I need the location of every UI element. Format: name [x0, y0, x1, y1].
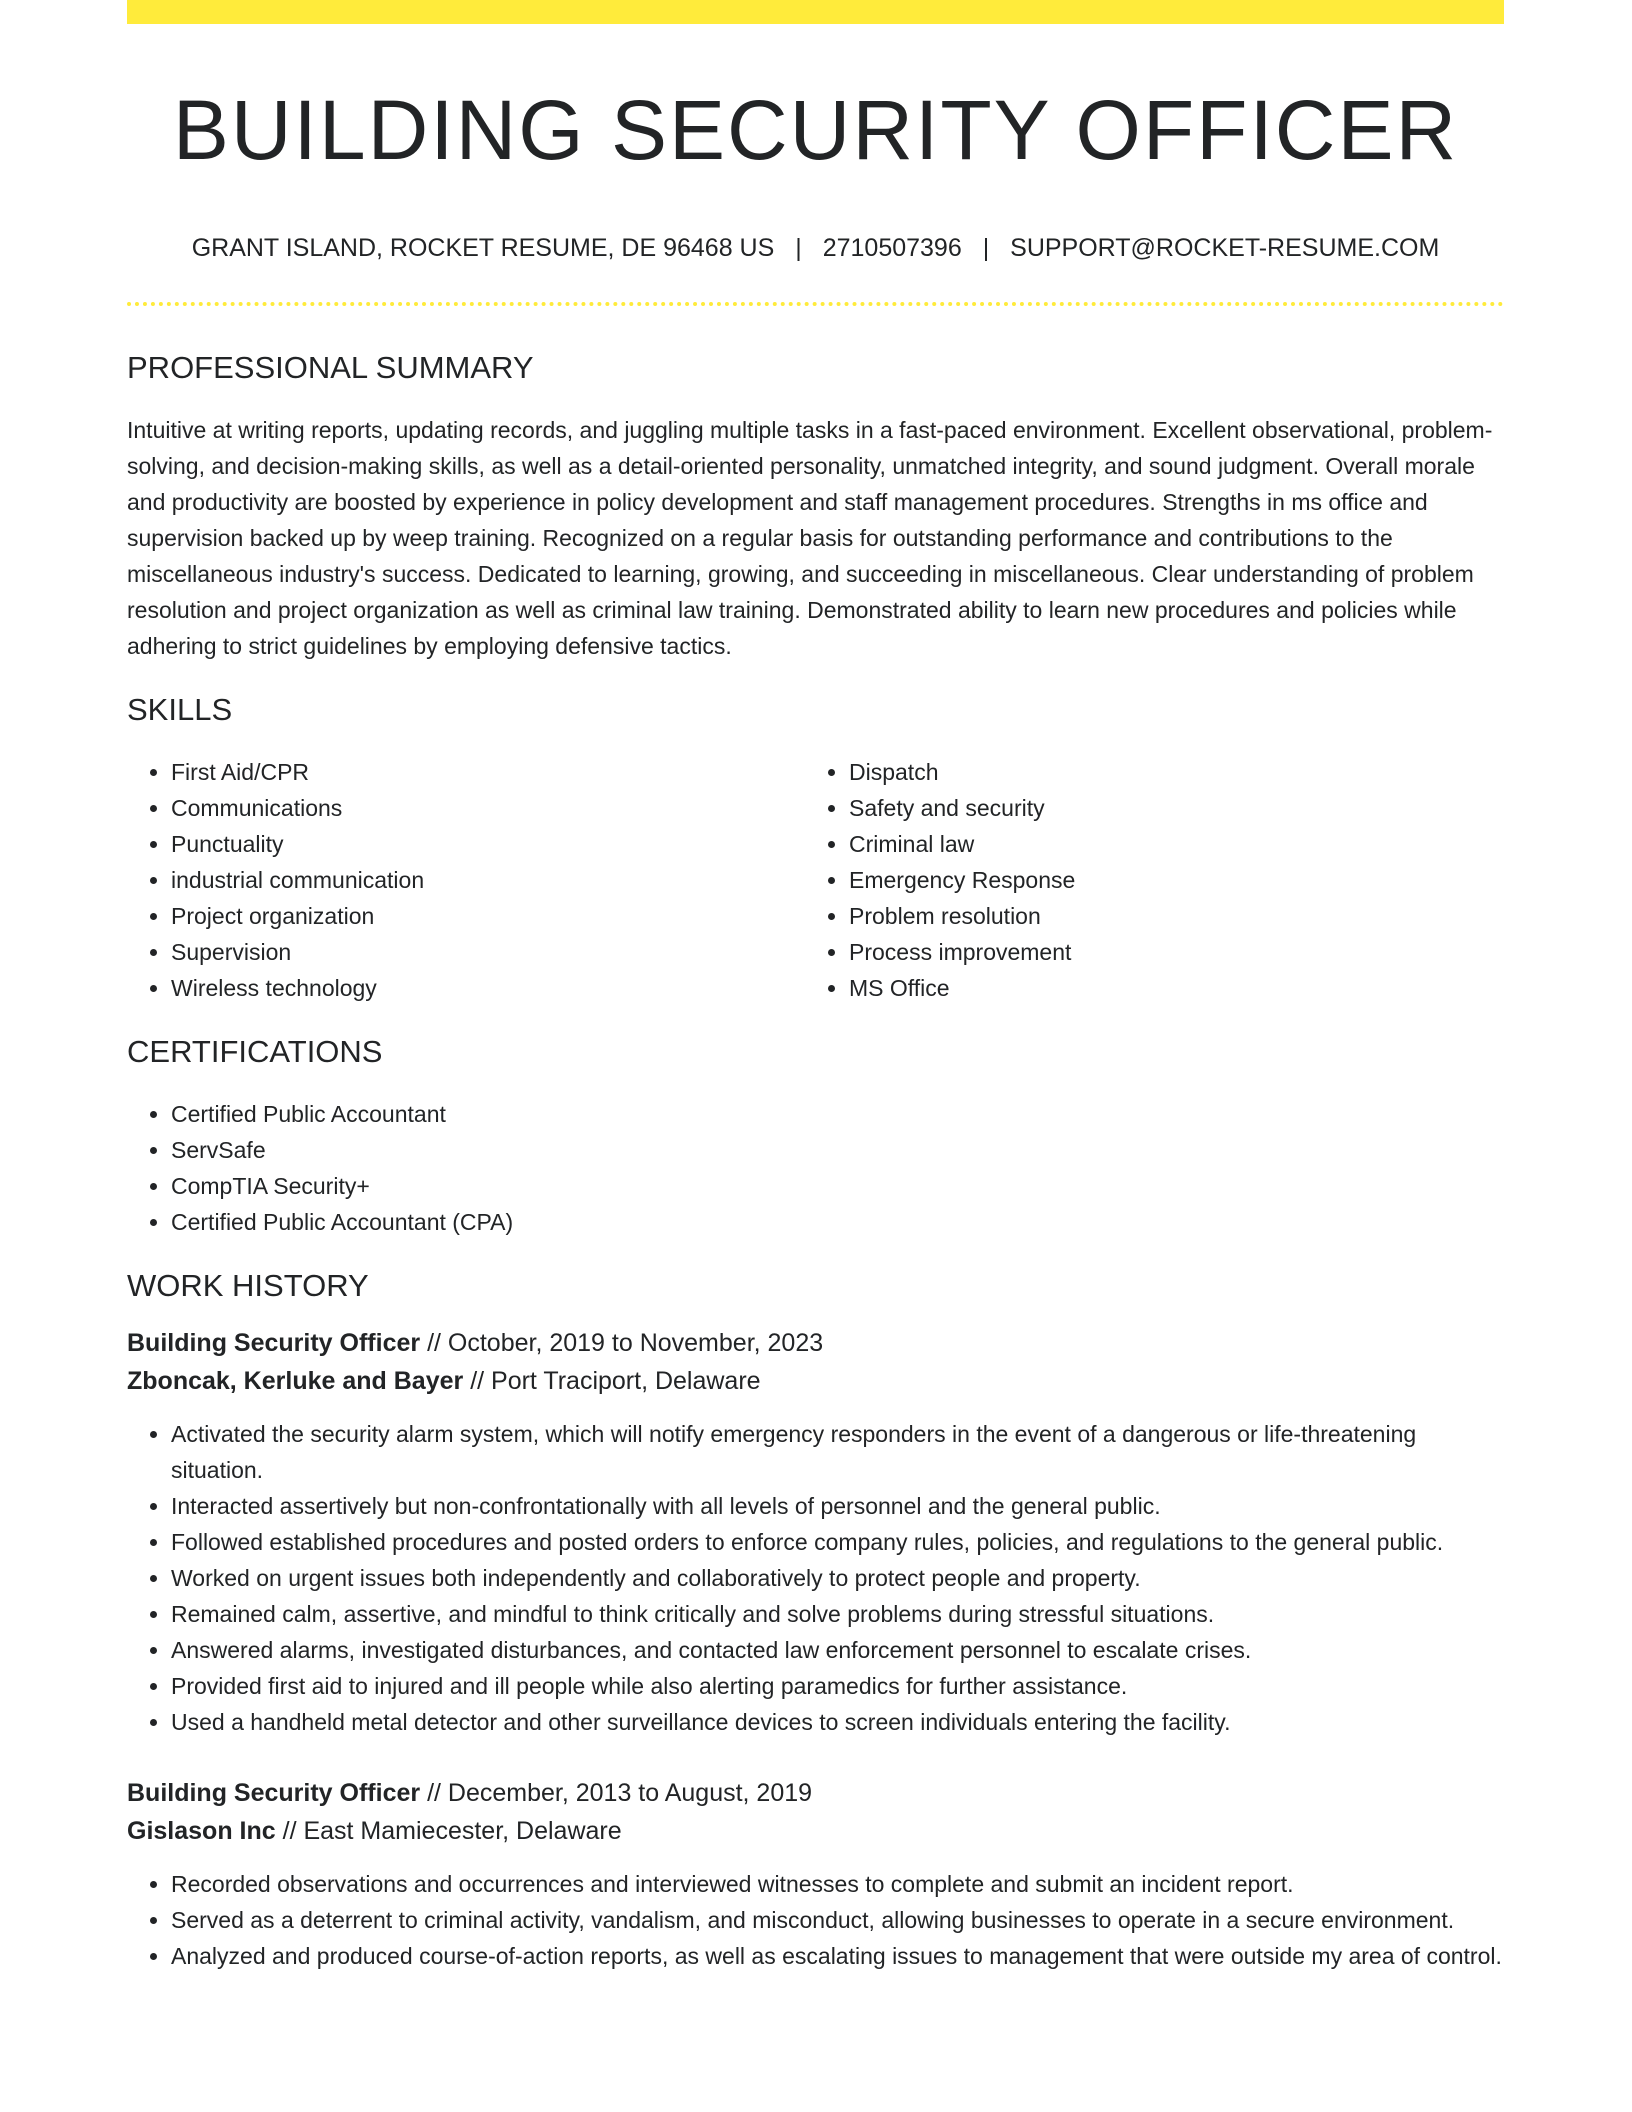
skill-item: • industrial communication [171, 862, 805, 898]
job-bullet: • Recorded observations and occurrences and interviewed witnesses to complete and submit an incident report. [171, 1866, 1504, 1902]
contact-separator: | [982, 234, 990, 262]
job-bullet: • Activated the security alarm system, which will notify emergency responders in the event of a dangerous or life-threatening situation. [171, 1416, 1504, 1488]
job-company: Gislason Inc [127, 1817, 276, 1845]
job-company-line [127, 1812, 1504, 1850]
skill-item: • Criminal law [849, 826, 1483, 862]
certification-item: • ServSafe [171, 1132, 1504, 1168]
skills-left-list [127, 754, 805, 1006]
job-role: Building Security Officer [127, 1329, 421, 1357]
skill-item: • Wireless technology [171, 970, 805, 1006]
job-title-line [127, 1324, 1504, 1362]
certification-item: • Certified Public Accountant [171, 1096, 1504, 1132]
contact-separator: | [795, 234, 802, 262]
candidate-name: BUILDING SECURITY OFFICER [172, 83, 1459, 177]
job-bullet: • Worked on urgent issues both independently and collaboratively to protect people and property. [171, 1560, 1504, 1596]
summary-heading: PROFESSIONAL SUMMARY [127, 350, 534, 385]
skills-columns [127, 754, 1504, 1006]
address: GRANT ISLAND, ROCKET RESUME, DE 96468 US [191, 234, 775, 262]
job-company: Zboncak, Kerluke and Bayer [127, 1367, 464, 1395]
skill-item: • Punctuality [171, 826, 805, 862]
dotted-divider [127, 302, 1504, 306]
job-location: // East Mamiecester, Delaware [282, 1817, 622, 1845]
job-bullet: • Analyzed and produced course-of-action reports, as well as escalating issues to management that were outside my area of control. [171, 1938, 1504, 1974]
job-role: Building Security Officer [127, 1779, 421, 1807]
certification-item: • CompTIA Security+ [171, 1168, 1504, 1204]
job-company-line [127, 1362, 1504, 1400]
certifications-list [127, 1096, 1504, 1240]
job-bullets [127, 1416, 1504, 1740]
skill-item: • MS Office [849, 970, 1483, 1006]
resume-content [127, 0, 1504, 1974]
work-history-heading: WORK HISTORY [127, 1268, 369, 1303]
skill-item: • Problem resolution [849, 898, 1483, 934]
skill-item: • First Aid/CPR [171, 754, 805, 790]
job-entry [127, 1774, 1504, 1974]
job-title-line [127, 1774, 1504, 1812]
skills-right-list [805, 754, 1483, 1006]
job-bullet: • Used a handheld metal detector and other surveillance devices to screen individuals entering the facility. [171, 1704, 1504, 1740]
skill-item: • Communications [171, 790, 805, 826]
certification-item: • Certified Public Accountant (CPA) [171, 1204, 1504, 1240]
job-bullet: • Followed established procedures and posted orders to enforce company rules, policies, and regulations to the general public. [171, 1524, 1504, 1560]
skills-heading: SKILLS [127, 692, 233, 727]
summary-text: Intuitive at writing reports, updating records, and juggling multiple tasks in a fast-paced environment. Excellent observational, problem-solving, and decision-making skills, as well as a detail-oriented personality, unmatched integrity, and sound judgment. Overall morale and productivity are boosted by experience in policy development and staff management procedures. Strengths in ms office and supervision backed up by weep training. Recognized on a regular basis for outstanding performance and contributions to the miscellaneous industry's success. Dedicated to learning, growing, and succeeding in miscellaneous. Clear understanding of problem resolution and project organization as well as criminal law training. Demonstrated ability to learn new procedures and policies while adhering to strict guidelines by employing defensive tactics. [127, 417, 1493, 659]
job-bullet: • Provided first aid to injured and ill people while also alerting paramedics for further assistance. [171, 1668, 1504, 1704]
skill-item: • Process improvement [849, 934, 1483, 970]
job-entry [127, 1324, 1504, 1740]
job-bullet: • Served as a deterrent to criminal activity, vandalism, and misconduct, allowing businesses to operate in a secure environment. [171, 1902, 1504, 1938]
job-location: // Port Traciport, Delaware [470, 1367, 761, 1395]
skill-item: • Dispatch [849, 754, 1483, 790]
certifications-heading: CERTIFICATIONS [127, 1034, 383, 1069]
skill-item: • Project organization [171, 898, 805, 934]
job-dates: // December, 2013 to August, 2019 [427, 1779, 813, 1807]
skill-item: • Emergency Response [849, 862, 1483, 898]
phone: 2710507396 [822, 234, 962, 262]
job-bullet: • Interacted assertively but non-confrontationally with all levels of personnel and the general public. [171, 1488, 1504, 1524]
job-bullet: • Answered alarms, investigated disturbances, and contacted law enforcement personnel to escalate crises. [171, 1632, 1504, 1668]
job-dates: // October, 2019 to November, 2023 [427, 1329, 824, 1357]
email: SUPPORT@ROCKET-RESUME.COM [1010, 234, 1440, 262]
job-bullet: • Remained calm, assertive, and mindful to think critically and solve problems during stressful situations. [171, 1596, 1504, 1632]
contact-line [127, 232, 1504, 264]
skill-item: • Supervision [171, 934, 805, 970]
skill-item: • Safety and security [849, 790, 1483, 826]
job-bullets [127, 1866, 1504, 1974]
